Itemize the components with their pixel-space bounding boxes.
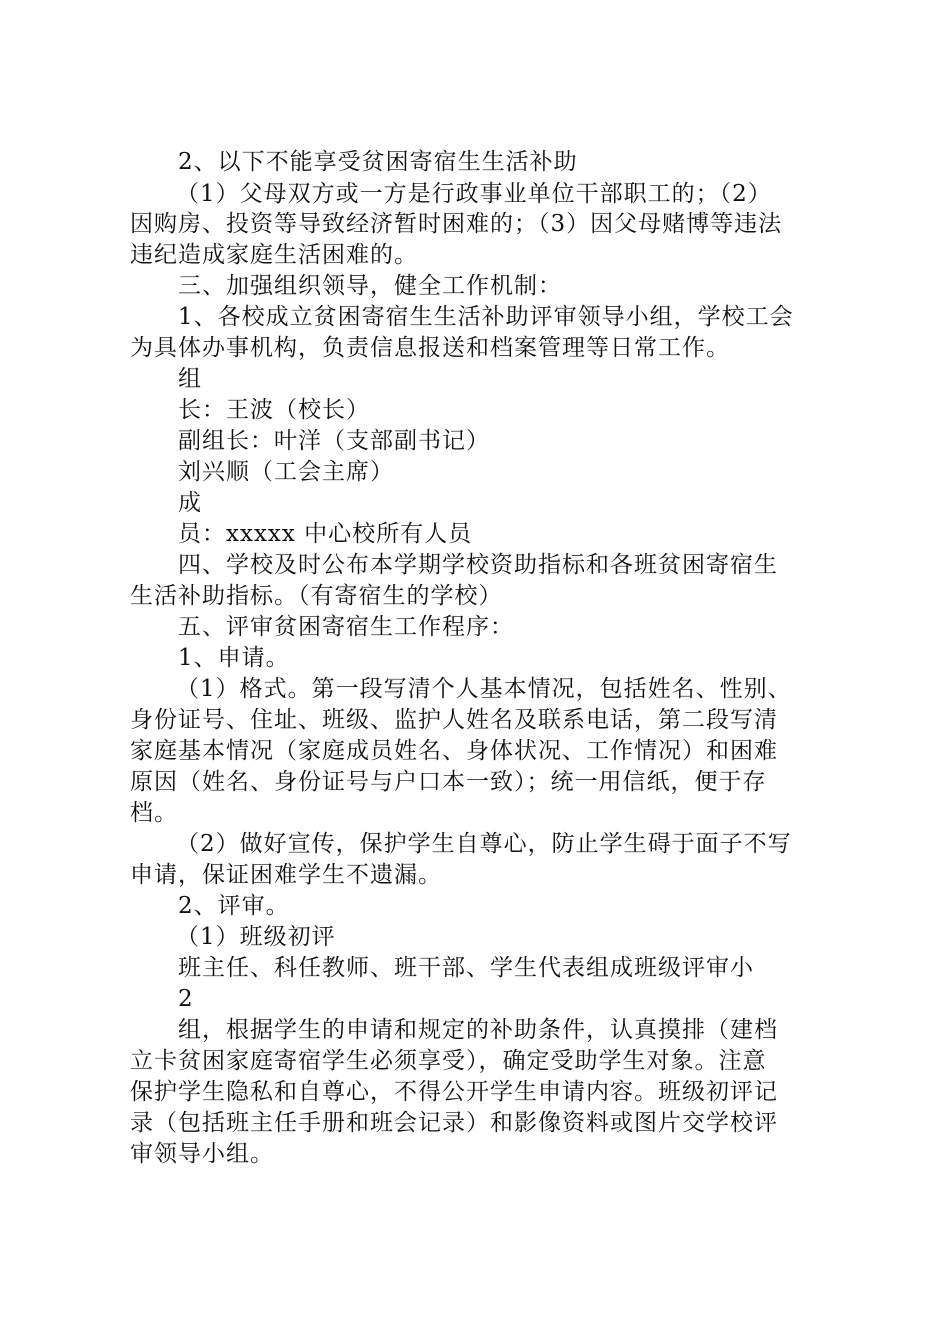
paragraph-line: 违纪造成家庭生活困难的。 <box>130 242 418 268</box>
page-number: 2 <box>178 986 194 1012</box>
paragraph-line: 副组长：叶洋（支部副书记） <box>178 428 490 454</box>
paragraph-line: （2）做好宣传，保护学生自尊心，防止学生碍于面子不写 <box>176 831 792 857</box>
paragraph-line: 审领导小组。 <box>130 1141 274 1167</box>
paragraph-line: 班主任、科任教师、班干部、学生代表组成班级评审小 <box>178 955 754 981</box>
paragraph-line: 2、以下不能享受贫困寄宿生生活补助 <box>178 149 578 175</box>
paragraph-line: 四、学校及时公布本学期学校资助指标和各班贫困寄宿生 <box>178 552 778 578</box>
paragraph-line: 成 <box>178 490 202 516</box>
paragraph-line: 申请，保证困难学生不遗漏。 <box>130 862 442 888</box>
paragraph-line: 家庭基本情况（家庭成员姓名、身体状况、工作情况）和困难 <box>130 738 778 764</box>
paragraph-line: 立卡贫困家庭寄宿学生必须享受），确定受助学生对象。注意 <box>130 1048 767 1074</box>
paragraph-line: 员：xxxxx 中心校所有人员 <box>178 521 473 547</box>
paragraph-line: 身份证号、住址、班级、监护人姓名及联系电话，第二段写清 <box>130 707 778 733</box>
paragraph-line: 组，根据学生的申请和规定的补助条件，认真摸排（建档 <box>178 1017 778 1043</box>
paragraph-line: 为具体办事机构，负责信息报送和档案管理等日常工作。 <box>130 335 730 361</box>
paragraph-line: 五、评审贫困寄宿生工作程序： <box>178 614 514 640</box>
paragraph-line: 三、加强组织领导，健全工作机制： <box>178 273 562 299</box>
paragraph-line: 生活补助指标。（有寄宿生的学校） <box>130 583 503 609</box>
paragraph-line: 组 <box>178 366 202 392</box>
paragraph-line: 因购房、投资等导致经济暂时困难的；（3）因父母赌博等违法 <box>130 211 783 237</box>
paragraph-line: （1）格式。第一段写清个人基本情况，包括姓名、性别、 <box>176 676 792 702</box>
paragraph-line: 档。 <box>130 800 178 826</box>
paragraph-line: 原因（姓名、身份证号与户口本一致）；统一用信纸，便于存 <box>130 769 767 795</box>
paragraph-line: 2、评审。 <box>178 893 290 919</box>
paragraph-line: 长：王波（校长） <box>178 397 370 423</box>
paragraph-line: （1）父母双方或一方是行政事业单位干部职工的；（2） <box>176 181 772 207</box>
paragraph-line: 1、申请。 <box>178 645 290 671</box>
paragraph-line: 1、各校成立贫困寄宿生生活补助评审领导小组，学校工会 <box>178 304 794 330</box>
paragraph-line: 保护学生隐私和自尊心，不得公开学生申请内容。班级初评记 <box>130 1079 778 1105</box>
paragraph-line: （1）班级初评 <box>176 924 336 950</box>
paragraph-line: 录（包括班主任手册和班会记录）和影像资料或图片交学校评 <box>130 1110 778 1136</box>
paragraph-line: 刘兴顺（工会主席） <box>178 459 394 485</box>
